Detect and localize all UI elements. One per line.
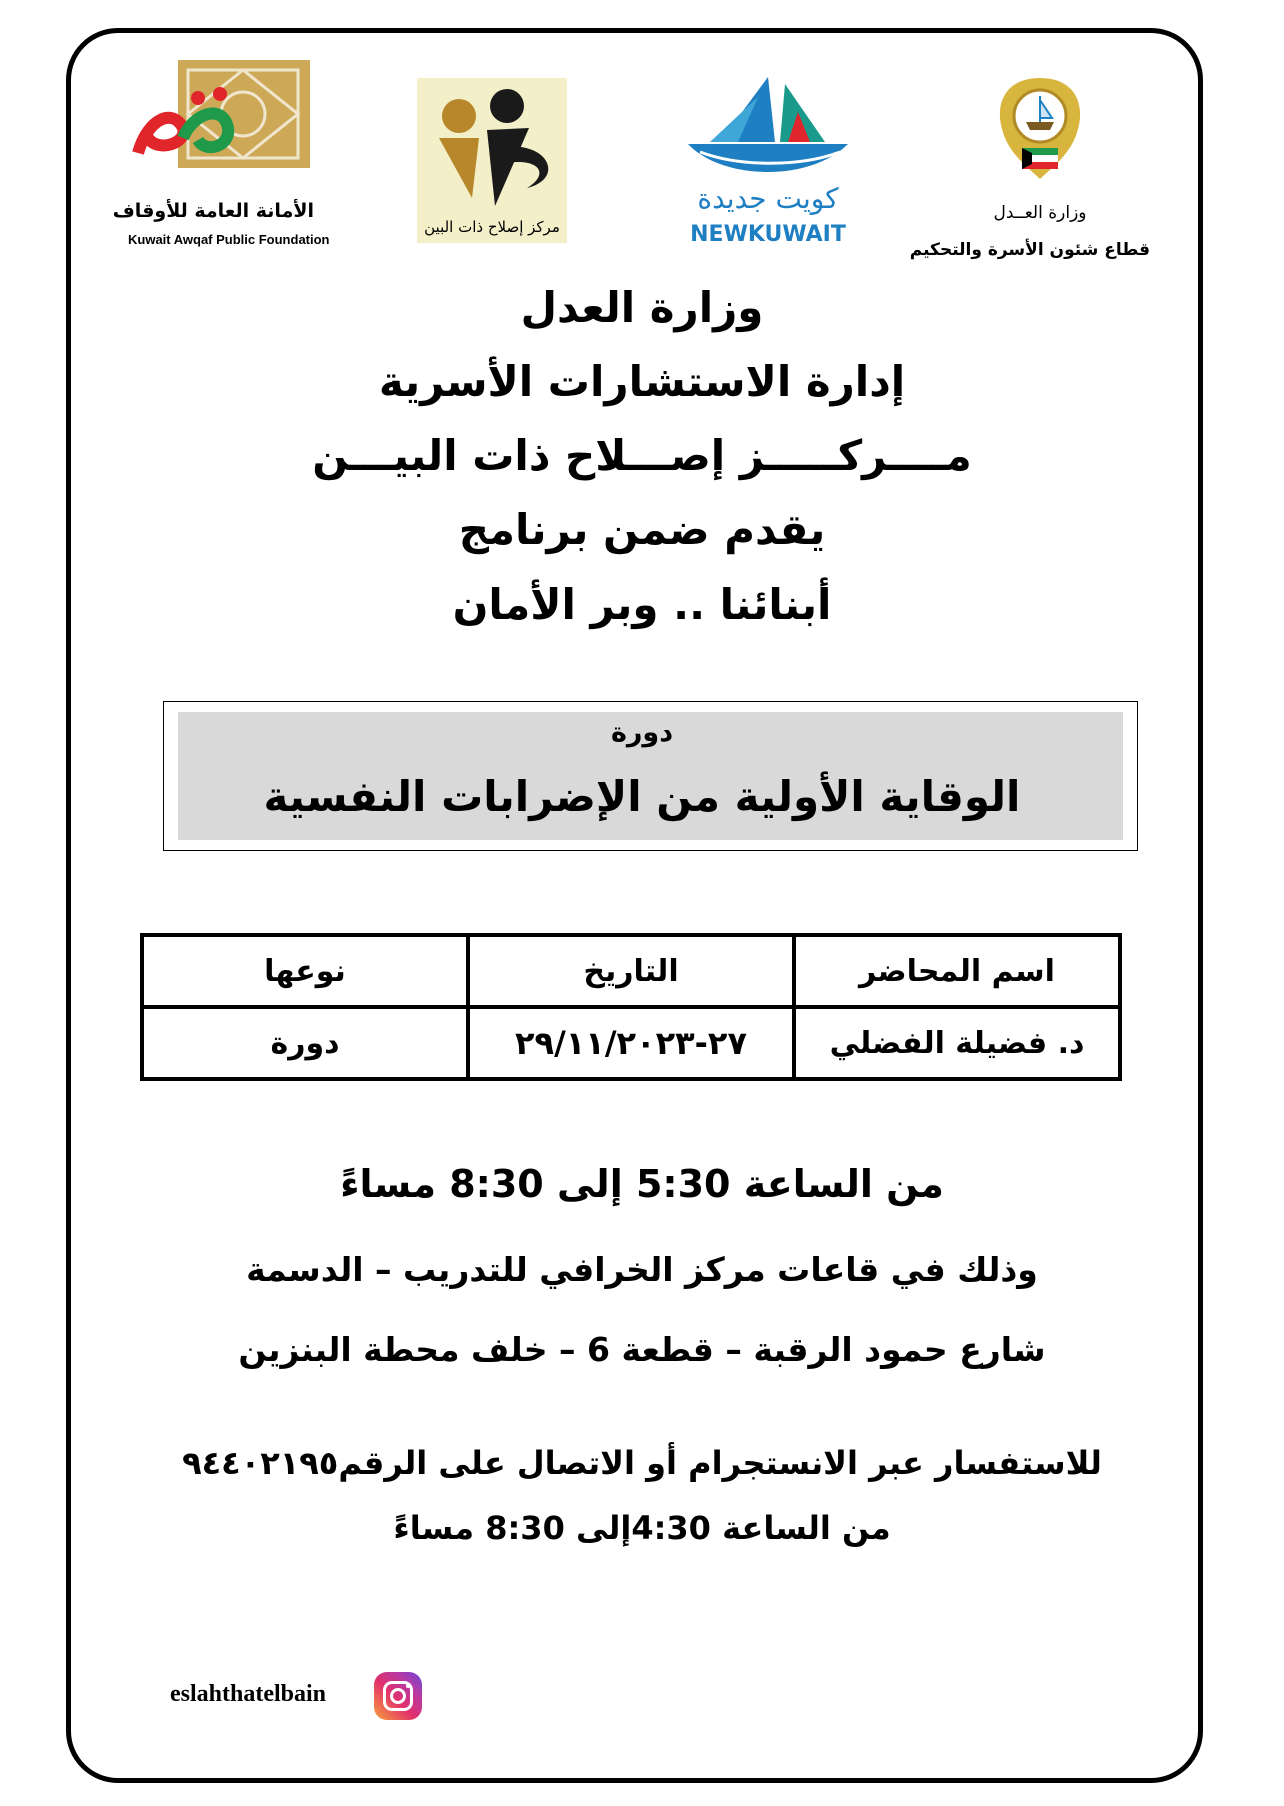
inquiry-time: من الساعة 4:30إلى 8:30 مساءً bbox=[393, 1509, 891, 1547]
awqaf-caption-ar: الأمانة العامة للأوقاف bbox=[112, 200, 314, 222]
newkuwait-logo bbox=[680, 72, 856, 182]
table-header-lecturer: اسم المحاضر bbox=[794, 935, 1120, 1007]
table-header-row bbox=[142, 935, 1120, 1007]
table-header-date: التاريخ bbox=[468, 935, 794, 1007]
ministry-caption-2: قطاع شئون الأسرة والتحكيم bbox=[909, 240, 1150, 260]
instagram-handle: eslahthatelbain bbox=[170, 1681, 327, 1707]
newkuwait-caption-en: NEWKUWAIT bbox=[690, 222, 846, 247]
table-cell-date: ٢٧-٢٩/١١/٢٠٢٣ bbox=[468, 1007, 794, 1079]
venue-text: وذلك في قاعات مركز الخرافي للتدريب – الدسمة bbox=[246, 1250, 1038, 1289]
ministry-caption-1: وزارة العــدل bbox=[993, 203, 1087, 223]
awqaf-logo bbox=[128, 58, 314, 178]
table-row bbox=[142, 1007, 1120, 1079]
table-cell-lecturer: د. فضيلة الفضلي bbox=[794, 1007, 1120, 1079]
heading-department: إدارة الاستشارات الأسرية bbox=[378, 357, 906, 406]
heading-ministry: وزارة العدل bbox=[520, 283, 764, 332]
ministry-emblem bbox=[990, 74, 1090, 184]
session-time: من الساعة 5:30 إلى 8:30 مساءً bbox=[340, 1162, 944, 1206]
newkuwait-caption-ar: كويت جديدة bbox=[697, 182, 839, 215]
heading-program: أبنائنا .. وبر الأمان bbox=[452, 580, 832, 629]
course-title: الوقاية الأولية من الإضرابات النفسية bbox=[263, 772, 1021, 821]
center-logo-caption: مركز إصلاح ذات البين bbox=[424, 218, 560, 236]
address-text: شارع حمود الرقبة – قطعة 6 – خلف محطة البنزين bbox=[238, 1330, 1046, 1369]
heading-presents: يقدم ضمن برنامج bbox=[458, 505, 826, 554]
instagram-icon[interactable] bbox=[374, 1672, 422, 1720]
table-cell-type: دورة bbox=[142, 1007, 468, 1079]
course-info-table bbox=[140, 933, 1122, 1081]
heading-center: مــــركـــــز إصـــلاح ذات البيـــن bbox=[312, 431, 972, 480]
course-label: دورة bbox=[610, 717, 674, 748]
inquiry-text: للاستفسار عبر الانستجرام أو الاتصال على الرقم٩٤٤٠٢١٩٥ bbox=[182, 1444, 1102, 1482]
awqaf-caption-en: Kuwait Awqaf Public Foundation bbox=[128, 232, 330, 247]
table-header-type: نوعها bbox=[142, 935, 468, 1007]
